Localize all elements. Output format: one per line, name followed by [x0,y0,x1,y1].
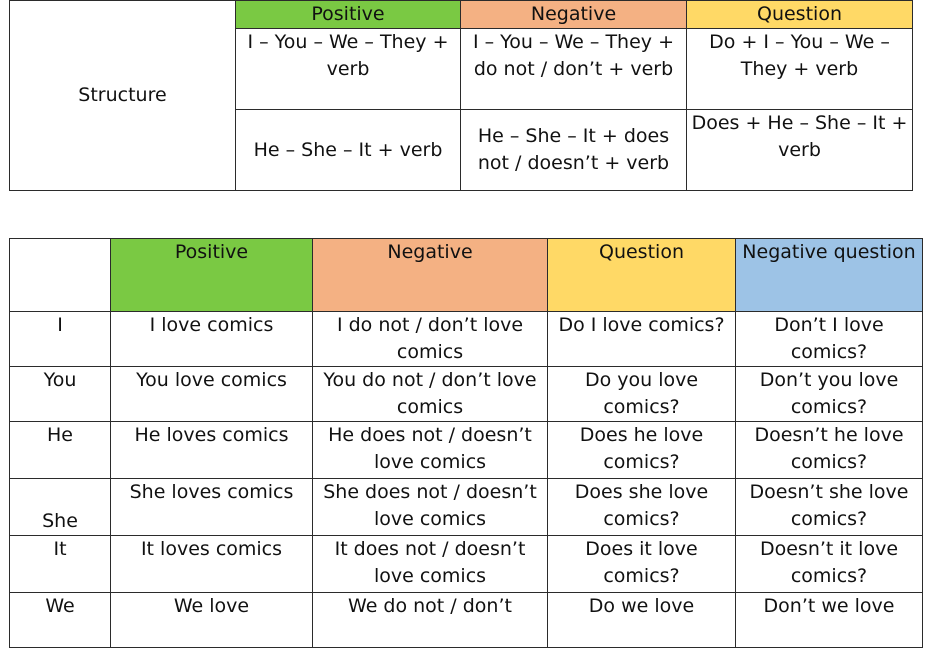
positive-cell: He loves comics [111,422,313,479]
structure-cell: I – You – We – They + do not / don’t + verb [461,29,687,110]
negative-cell: He does not / doesn’t love comics [313,422,548,479]
negative-cell: I do not / don’t love comics [313,312,548,367]
structure-cell: I – You – We – They + verb [236,29,461,110]
structure-header-question: Question [687,1,913,29]
examples-header-positive: Positive [111,239,313,312]
structure-cell: He – She – It + does not / doesn’t + verb [461,110,687,191]
structure-cell: Does + He – She – It + verb [687,110,913,191]
structure-table [9,0,913,191]
negative-question-cell: Don’t I love comics? [736,312,923,367]
table-row [10,312,923,367]
examples-table [9,238,923,648]
negative-cell: You do not / don’t love comics [313,367,548,422]
question-cell: Does she love comics? [548,479,736,536]
examples-header-empty [10,239,111,312]
subject-cell: I [10,312,111,367]
question-cell: Does he love comics? [548,422,736,479]
subject-cell: He [10,422,111,479]
table-row [10,367,923,422]
negative-cell: It does not / doesn’t love comics [313,536,548,593]
table-row [10,422,923,479]
structure-cell: He – She – It + verb [236,110,461,191]
examples-header-negative: Negative [313,239,548,312]
negative-cell: We do not / don’t [313,593,548,648]
table-row [10,479,923,536]
negative-question-cell: Doesn’t she love comics? [736,479,923,536]
positive-cell: It loves comics [111,536,313,593]
question-cell: Do we love [548,593,736,648]
structure-header-negative: Negative [461,1,687,29]
subject-cell: It [10,536,111,593]
negative-question-cell: Don’t we love [736,593,923,648]
positive-cell: You love comics [111,367,313,422]
positive-cell: We love [111,593,313,648]
structure-row-label: Structure [10,1,236,191]
examples-header-negative-question: Negative question [736,239,923,312]
subject-cell: She [10,479,111,536]
negative-question-cell: Doesn’t it love comics? [736,536,923,593]
table-row [10,593,923,648]
question-cell: Does it love comics? [548,536,736,593]
question-cell: Do I love comics? [548,312,736,367]
question-cell: Do you love comics? [548,367,736,422]
structure-cell: Do + I – You – We – They + verb [687,29,913,110]
negative-question-cell: Doesn’t he love comics? [736,422,923,479]
structure-header-positive: Positive [236,1,461,29]
negative-cell: She does not / doesn’t love comics [313,479,548,536]
table-row [10,536,923,593]
positive-cell: She loves comics [111,479,313,536]
examples-header-question: Question [548,239,736,312]
subject-cell: We [10,593,111,648]
subject-cell: You [10,367,111,422]
negative-question-cell: Don’t you love comics? [736,367,923,422]
positive-cell: I love comics [111,312,313,367]
